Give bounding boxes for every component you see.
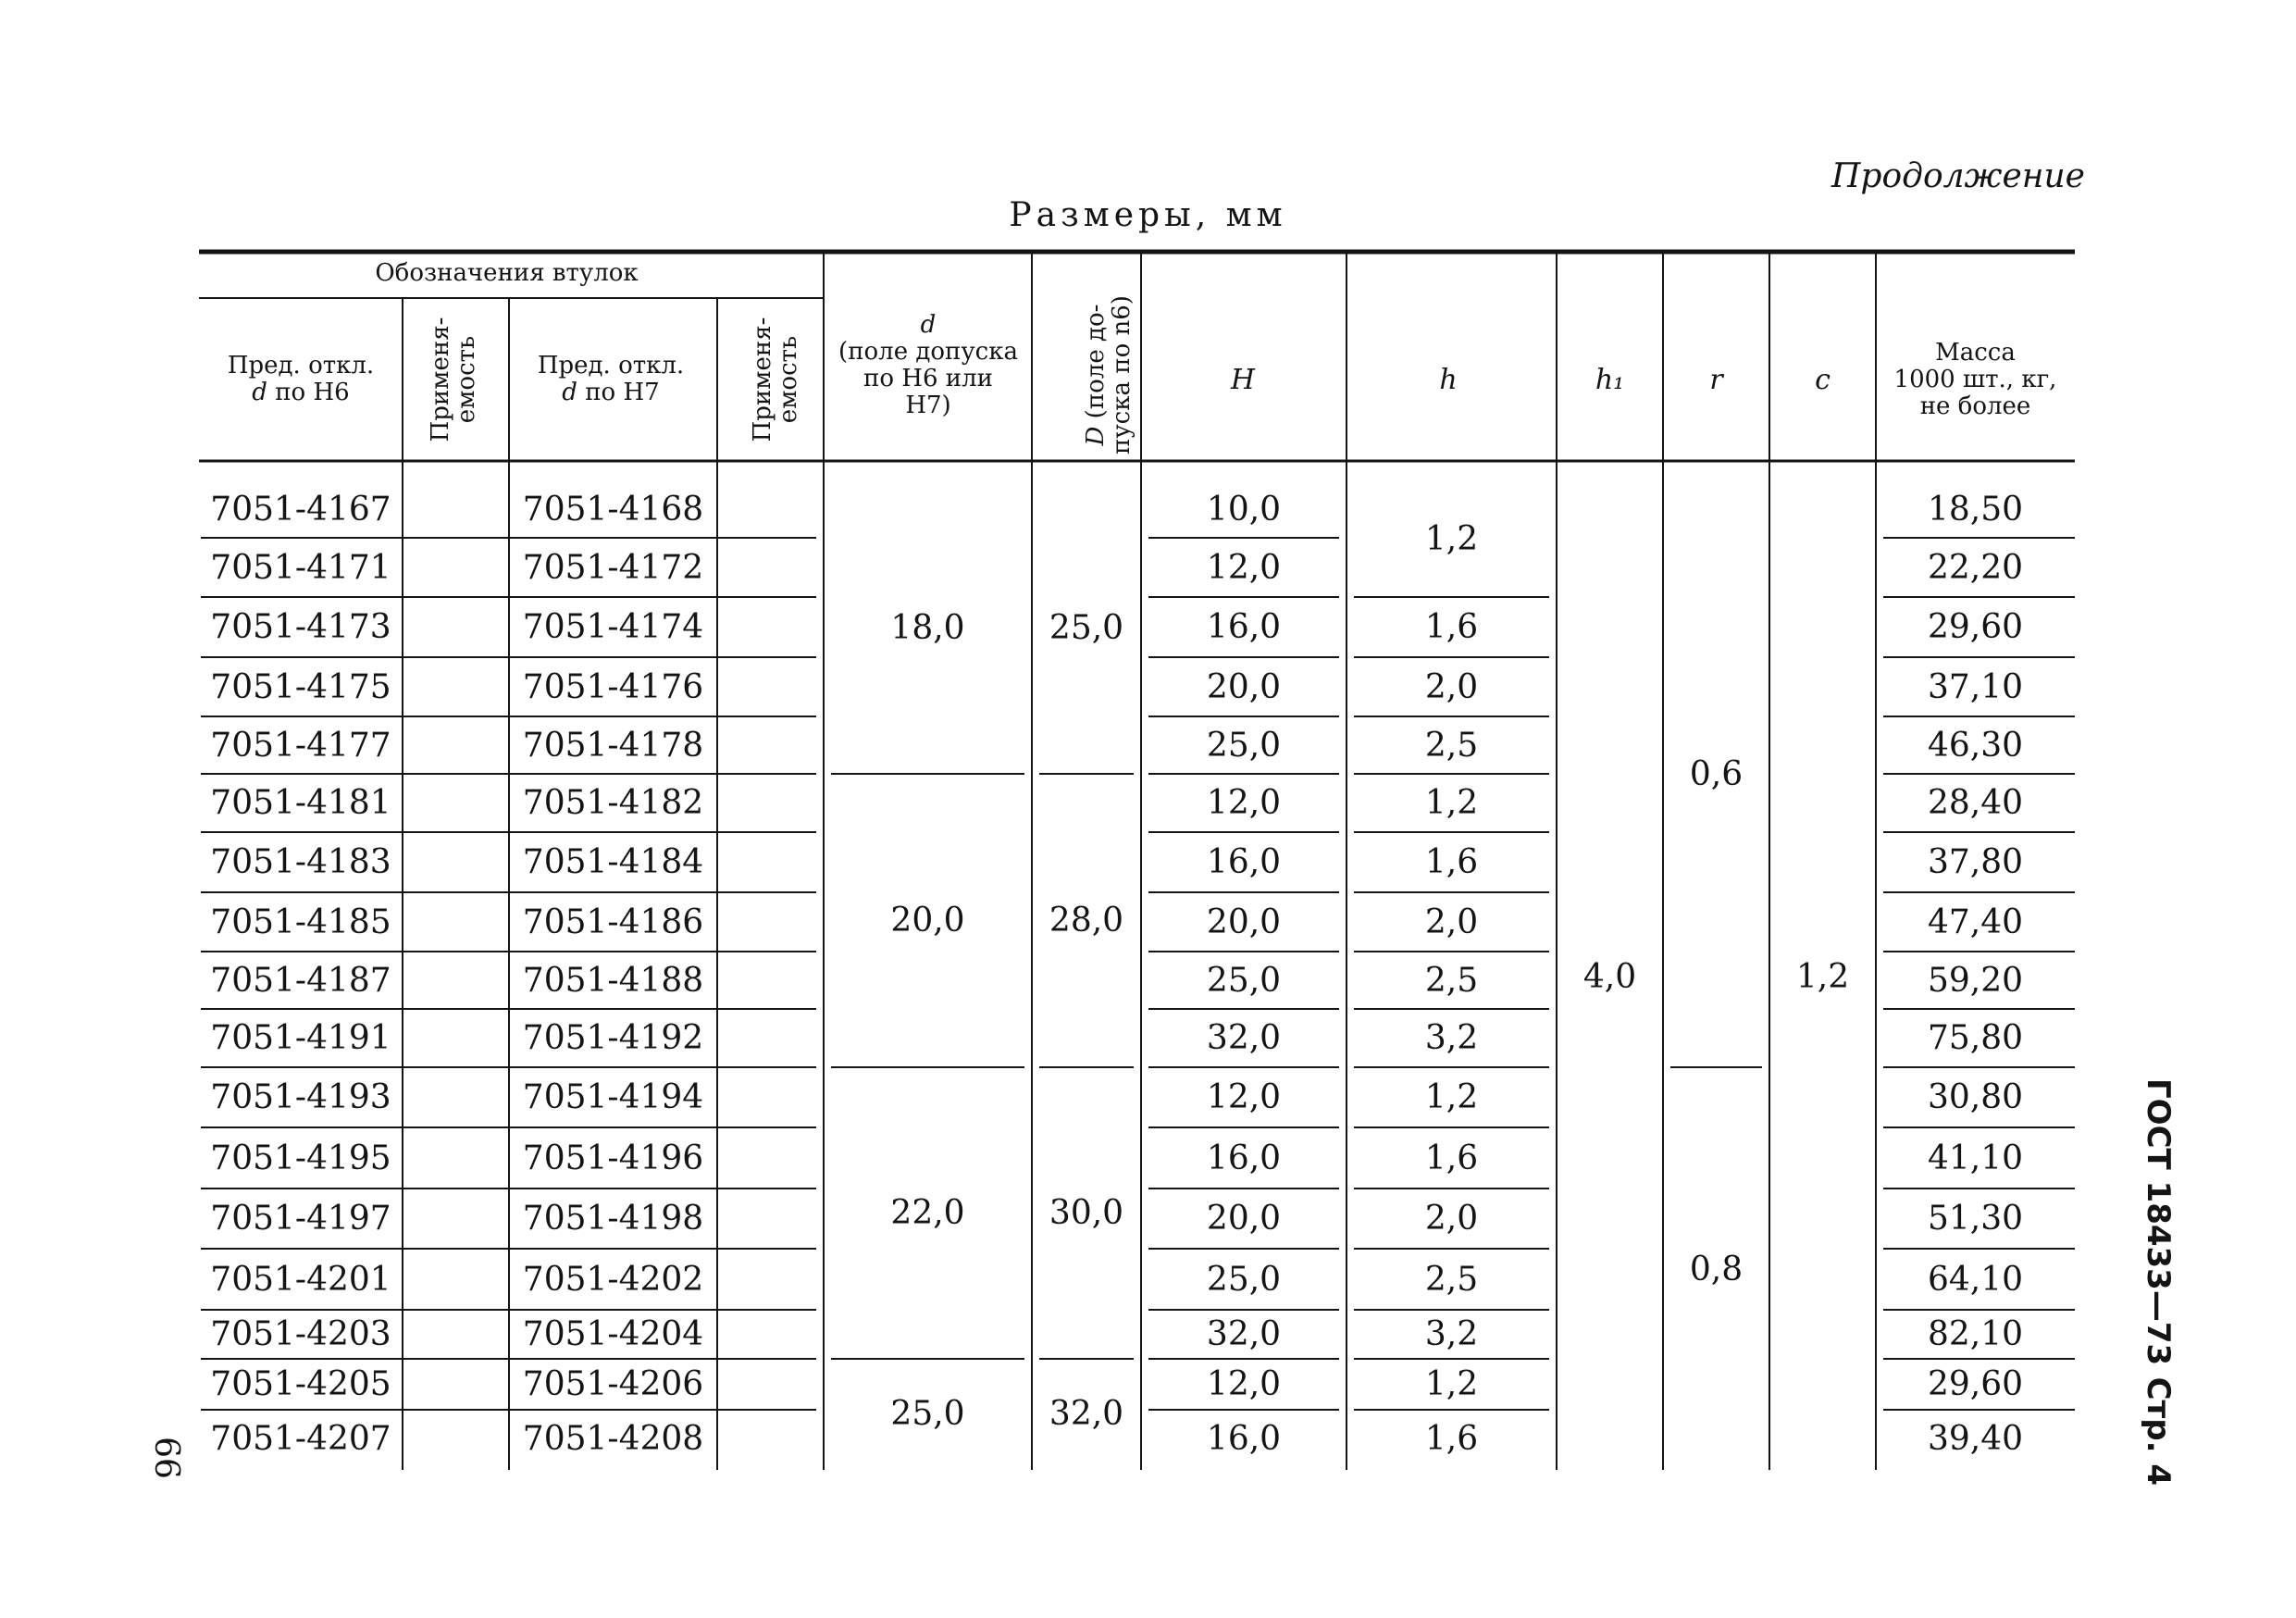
value-h: 3,2 xyxy=(1424,1019,1479,1057)
value-H: 12,0 xyxy=(1206,1365,1282,1403)
value-H: 32,0 xyxy=(1206,1019,1282,1057)
value-c: 1,2 xyxy=(1795,957,1850,996)
value-mass: 29,60 xyxy=(1927,1365,2024,1403)
value-H: 16,0 xyxy=(1206,1139,1282,1177)
designation-h7: 7051-4208 xyxy=(522,1420,704,1458)
designation-h6: 7051-4171 xyxy=(210,548,391,587)
header-h: h xyxy=(1439,363,1458,396)
value-H: 25,0 xyxy=(1206,726,1282,765)
value-mass: 51,30 xyxy=(1927,1200,2024,1238)
designation-h7: 7051-4184 xyxy=(522,843,704,881)
value-d: 18,0 xyxy=(890,608,965,647)
header-mass-line3: не более xyxy=(1919,392,2031,420)
header-h7-line2: d по H7 xyxy=(562,379,660,406)
designation-h7: 7051-4188 xyxy=(522,961,704,1000)
designation-h7: 7051-4206 xyxy=(522,1365,704,1403)
value-H: 16,0 xyxy=(1206,843,1282,881)
value-H: 20,0 xyxy=(1206,1200,1282,1238)
designation-h6: 7051-4201 xyxy=(210,1260,391,1299)
header-D-line2: пуска по n6) xyxy=(1108,295,1136,454)
designation-h6: 7051-4177 xyxy=(210,726,391,765)
designation-h6: 7051-4193 xyxy=(210,1078,391,1116)
value-D: 25,0 xyxy=(1049,608,1124,647)
value-H: 25,0 xyxy=(1206,1260,1282,1299)
value-H: 25,0 xyxy=(1206,961,1282,1000)
value-d: 20,0 xyxy=(890,902,965,940)
designation-h7: 7051-4174 xyxy=(522,608,704,646)
value-D: 32,0 xyxy=(1049,1394,1124,1433)
value-mass: 28,40 xyxy=(1927,784,2024,822)
value-mass: 29,60 xyxy=(1927,608,2024,646)
value-h: 1,2 xyxy=(1424,784,1479,822)
header-app1-line2: емость xyxy=(453,335,480,424)
designation-h6: 7051-4185 xyxy=(210,902,391,941)
designation-h7: 7051-4182 xyxy=(522,784,704,822)
header-d-line4: H7) xyxy=(905,392,951,419)
value-h: 2,5 xyxy=(1424,726,1479,765)
designation-h6: 7051-4197 xyxy=(210,1200,391,1238)
header-c: c xyxy=(1815,363,1831,396)
value-mass: 37,80 xyxy=(1927,843,2024,881)
header-mass-line2: 1000 шт., кг, xyxy=(1893,365,2057,393)
value-h: 2,0 xyxy=(1424,902,1479,941)
value-d: 22,0 xyxy=(890,1194,965,1232)
side-label-text xyxy=(2136,1078,2180,1486)
value-mass: 47,40 xyxy=(1927,902,2024,941)
designation-h6: 7051-4207 xyxy=(210,1420,391,1458)
value-h1: 4,0 xyxy=(1582,957,1637,996)
header-app2-line2: емость xyxy=(775,335,802,424)
value-H: 20,0 xyxy=(1206,902,1282,941)
designation-h7: 7051-4172 xyxy=(522,548,704,587)
value-h: 1,6 xyxy=(1424,1420,1479,1458)
designation-h7: 7051-4176 xyxy=(522,667,704,706)
page-number: 66 xyxy=(147,1437,186,1479)
designation-h6: 7051-4191 xyxy=(210,1019,391,1057)
value-H: 12,0 xyxy=(1206,548,1282,587)
header-group-designations: Обозначения втулок xyxy=(375,258,639,287)
header-app1-line1: Применя- xyxy=(427,317,454,442)
header-h6-line2: d по H6 xyxy=(252,379,350,406)
header-app2-line1: Применя- xyxy=(749,317,776,442)
value-mass: 41,10 xyxy=(1927,1139,2024,1177)
value-mass: 75,80 xyxy=(1927,1019,2024,1057)
designation-h7: 7051-4202 xyxy=(522,1260,704,1299)
side-page: Стр. 4 xyxy=(2140,1376,2177,1486)
value-mass: 46,30 xyxy=(1927,726,2024,765)
header-h6 xyxy=(199,305,403,454)
value-mass: 39,40 xyxy=(1927,1420,2024,1458)
header-d-line3: по H6 или xyxy=(863,365,993,392)
header-h6-line1: Пред. откл. xyxy=(227,352,375,380)
header-h7 xyxy=(509,305,713,454)
value-h: 2,0 xyxy=(1424,667,1479,706)
value-h: 2,0 xyxy=(1424,1200,1479,1238)
value-mass: 30,80 xyxy=(1927,1078,2024,1116)
value-r: 0,6 xyxy=(1689,755,1744,793)
value-mass: 18,50 xyxy=(1927,491,2024,529)
header-h1: h₁ xyxy=(1595,363,1625,396)
header-d-line2: (поле допуска xyxy=(838,338,1018,366)
designation-h7: 7051-4186 xyxy=(522,902,704,941)
table-caption: Размеры, мм xyxy=(1009,196,1287,234)
header-h7-line1: Пред. откл. xyxy=(537,352,685,380)
designation-h7: 7051-4204 xyxy=(522,1315,704,1353)
value-D: 28,0 xyxy=(1049,902,1124,940)
value-H: 12,0 xyxy=(1206,1078,1282,1116)
designation-h6: 7051-4175 xyxy=(210,667,391,706)
value-h: 1,6 xyxy=(1424,843,1479,881)
continuation-label: Продолжение xyxy=(1831,157,2085,195)
value-h: 1,2 xyxy=(1424,520,1479,558)
designation-h6: 7051-4173 xyxy=(210,608,391,646)
header-app1 xyxy=(407,305,500,454)
value-h: 1,2 xyxy=(1424,1078,1479,1116)
side-standard: ГОСТ 18433—73 xyxy=(2140,1078,2177,1366)
header-d xyxy=(826,296,1030,435)
value-H: 16,0 xyxy=(1206,608,1282,646)
designation-h6: 7051-4167 xyxy=(210,491,391,529)
value-H: 16,0 xyxy=(1206,1420,1282,1458)
value-h: 1,6 xyxy=(1424,608,1479,646)
value-H: 12,0 xyxy=(1206,784,1282,822)
value-mass: 82,10 xyxy=(1927,1315,2024,1353)
header-D-line1: D (поле до- xyxy=(1082,304,1110,446)
designation-h7: 7051-4178 xyxy=(522,726,704,765)
header-app2 xyxy=(729,305,822,454)
value-mass: 37,10 xyxy=(1927,667,2024,706)
value-H: 20,0 xyxy=(1206,667,1282,706)
designation-h6: 7051-4195 xyxy=(210,1139,391,1177)
value-h: 1,2 xyxy=(1424,1365,1479,1403)
designation-h6: 7051-4181 xyxy=(210,784,391,822)
value-h: 1,6 xyxy=(1424,1139,1479,1177)
designation-h7: 7051-4192 xyxy=(522,1019,704,1057)
designation-h6: 7051-4205 xyxy=(210,1365,391,1403)
value-r: 0,8 xyxy=(1689,1251,1744,1288)
designation-h7: 7051-4194 xyxy=(522,1078,704,1116)
value-d: 25,0 xyxy=(890,1394,965,1433)
designation-h7: 7051-4198 xyxy=(522,1200,704,1238)
value-mass: 59,20 xyxy=(1927,961,2024,1000)
value-mass: 64,10 xyxy=(1927,1260,2024,1299)
value-mass: 22,20 xyxy=(1927,548,2024,587)
header-d-symbol: d xyxy=(920,311,937,339)
designation-h6: 7051-4203 xyxy=(210,1315,391,1353)
header-mass-line1: Масса xyxy=(1935,338,2016,367)
value-D: 30,0 xyxy=(1049,1194,1124,1232)
value-h: 3,2 xyxy=(1424,1315,1479,1353)
header-r: r xyxy=(1709,363,1723,396)
designation-h7: 7051-4168 xyxy=(522,491,704,529)
value-h: 2,5 xyxy=(1424,1260,1479,1299)
header-mass xyxy=(1876,305,2075,454)
value-H: 32,0 xyxy=(1206,1315,1282,1353)
designation-h6: 7051-4183 xyxy=(210,843,391,881)
value-h: 2,5 xyxy=(1424,961,1479,1000)
header-H: H xyxy=(1230,363,1256,396)
designation-h6: 7051-4187 xyxy=(210,961,391,1000)
designation-h7: 7051-4196 xyxy=(522,1139,704,1177)
value-H: 10,0 xyxy=(1206,491,1282,529)
